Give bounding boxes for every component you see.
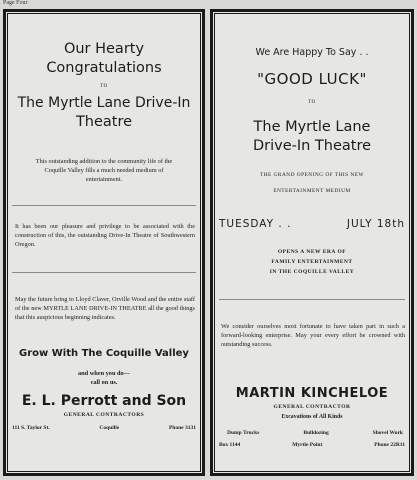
right-grand-line1: THE GRAND OPENING OF THIS NEW <box>259 172 364 178</box>
right-contact-row <box>219 442 405 448</box>
right-divider <box>219 299 405 300</box>
left-phone: Phone 3131 <box>168 425 196 431</box>
right-opens-line2: FAMILY ENTERTAINMENT <box>271 259 353 265</box>
left-divider-1 <box>12 205 196 206</box>
right-theatre-line2: Drive-In Theatre <box>252 138 372 154</box>
left-address: 111 S. Taylor St. <box>12 425 50 431</box>
left-company-sub: GENERAL CONTRACTORS <box>63 412 145 418</box>
right-intro: We Are Happy To Say . . <box>255 47 369 58</box>
right-opens-line3: IN THE COQUILLE VALLEY <box>269 269 355 275</box>
left-divider-2 <box>12 272 196 273</box>
left-theatre-line1: The Myrtle Lane Drive-In <box>17 95 191 111</box>
left-call-line2: call on us. <box>90 379 118 386</box>
right-company-sub2: Excavations of All Kinds <box>281 414 343 420</box>
right-services-row <box>227 430 403 436</box>
right-company-name: MARTIN KINCHELOE <box>235 386 389 401</box>
left-call-line1: and when you do— <box>78 370 130 377</box>
right-service-dump: Dump Trucks <box>227 430 260 436</box>
right-date-row <box>219 218 405 230</box>
left-city: Coquille <box>99 425 120 431</box>
right-date-day: TUESDAY . . <box>219 218 292 230</box>
right-city: Myrtle Point <box>292 442 323 448</box>
kincheloe-advertisement <box>210 9 414 476</box>
left-theatre-line2: Theatre <box>75 114 133 130</box>
left-company-name: E. L. Perrott and Son <box>21 393 187 409</box>
left-para-future: May the future bring to Lloyd Claver, Orville Wood and the entire staff of the new MYRTLE LANE DRIVE-IN THEATRE all the good things that this auspicious beginning indicates. <box>15 296 195 321</box>
right-company-sub: GENERAL CONTRACTOR <box>273 404 351 410</box>
right-opens-line1: OPENS A NEW ERA OF <box>277 249 347 255</box>
right-para: We consider ourselves most fortunate to have taken part in such a forward-looking enterprise. May your every effort be crowned with outstanding success. <box>221 323 405 348</box>
page-label: Page Four <box>3 0 28 6</box>
right-good-luck: "GOOD LUCK" <box>257 70 367 88</box>
left-slogan: Grow With The Coquille Valley <box>19 348 189 359</box>
right-service-bulldozing: Bulldozing <box>303 430 329 436</box>
right-to: TO <box>308 100 316 105</box>
greeting-line1: Our Hearty <box>63 41 145 57</box>
left-footer-row <box>12 425 196 431</box>
left-para-pleasure: It has been our pleasure and privilege to be associated with the construction of this, the outstanding Drive-In Theatre of Southwestern Oregon. <box>15 223 195 248</box>
right-date-date: JULY 18th <box>346 218 405 230</box>
right-grand-line2: ENTERTAINMENT MEDIUM <box>273 188 351 194</box>
left-to: TO <box>100 84 108 89</box>
right-service-shovel: Shovel Work <box>372 430 403 436</box>
left-para-community: This outstanding addition to the community life of the Coquille Valley fills a much needed medium of entertainment. <box>35 158 173 183</box>
perrott-advertisement <box>3 9 205 476</box>
greeting-line2: Congratulations <box>46 60 162 76</box>
right-box: Box 1144 <box>219 442 241 448</box>
right-theatre-line1: The Myrtle Lane <box>253 119 371 135</box>
right-phone: Phone 22R11 <box>374 442 405 448</box>
